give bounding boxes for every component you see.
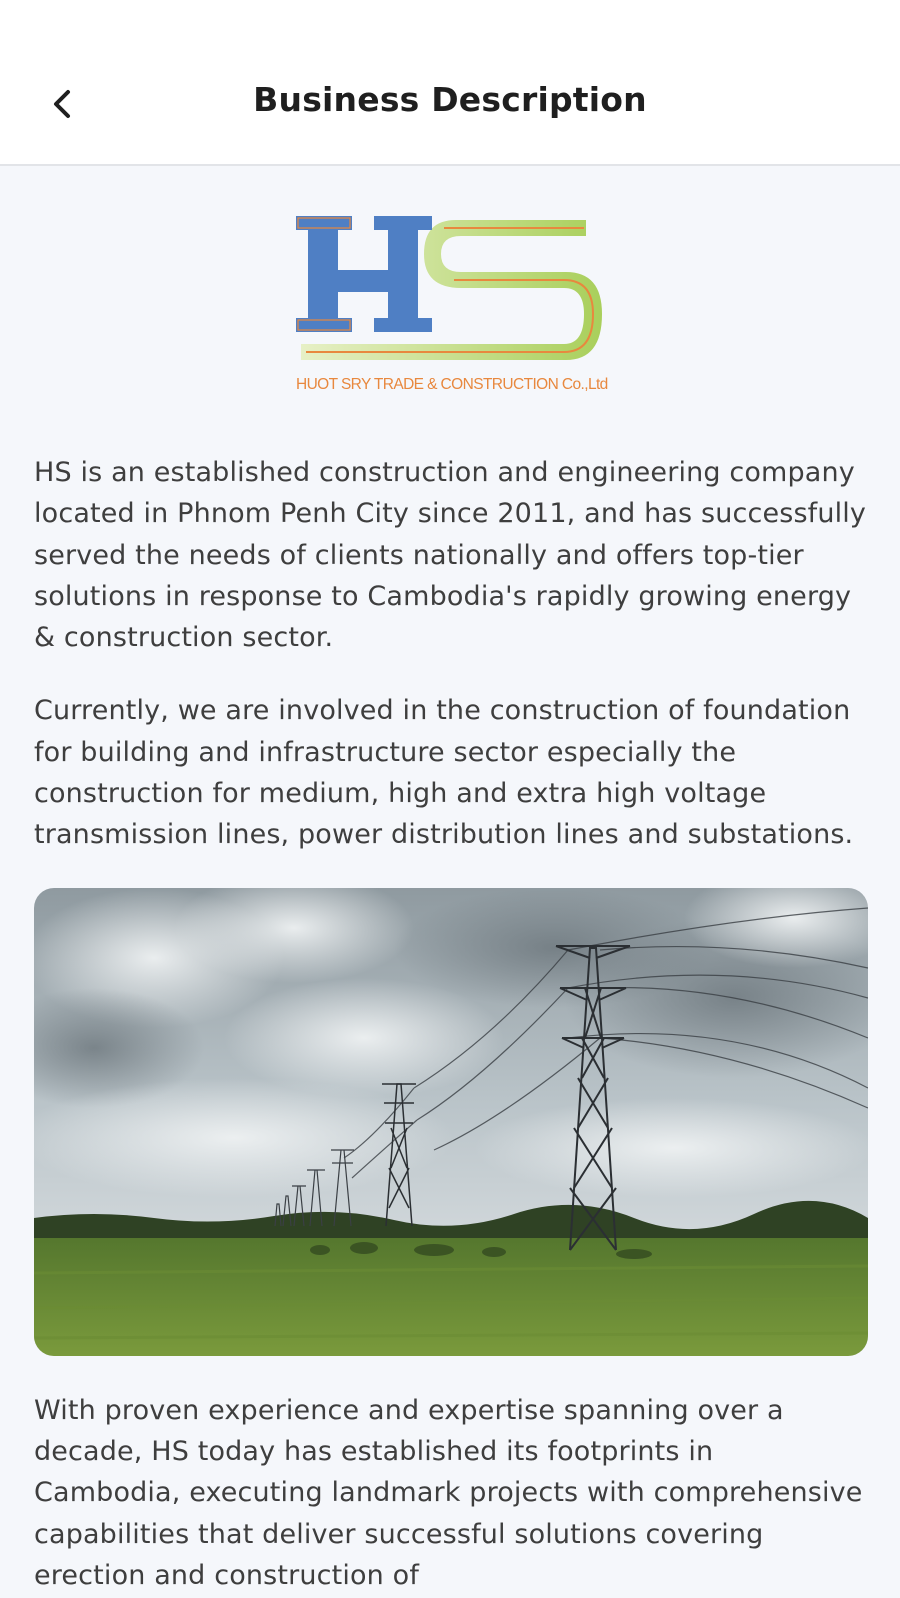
description-paragraph-2: Currently, we are involved in the construction of foundation for building and infrastructure sector especially the construction for medium, high and extra high voltage transmission lines, power distribution lines and substations. [34,695,854,851]
description-paragraph-3: With proven experience and expertise spanning over a decade, HS today has established its footprints in Cambodia, executing landmark projects with comprehensive capabilities that deliver successful solutions covering erection and construction of [34,1394,863,1591]
content-area [34,166,868,1596]
company-logo [296,214,606,414]
page-title: Business Description [253,80,647,119]
hs-logo-graphic [296,214,606,374]
top-app-bar [0,0,900,166]
logo-tagline: HUOT SRY TRADE & CONSTRUCTION Co.,Ltd [296,376,608,393]
description-paragraph-1: HS is an established construction and engineering company located in Phnom Penh City since 2011, and has successfully served the needs of clients nationally and offers top-tier solutions in response to Cambodia's rapidly growing energy & construction sector. [34,457,867,654]
transmission-towers-photo [34,888,868,1356]
